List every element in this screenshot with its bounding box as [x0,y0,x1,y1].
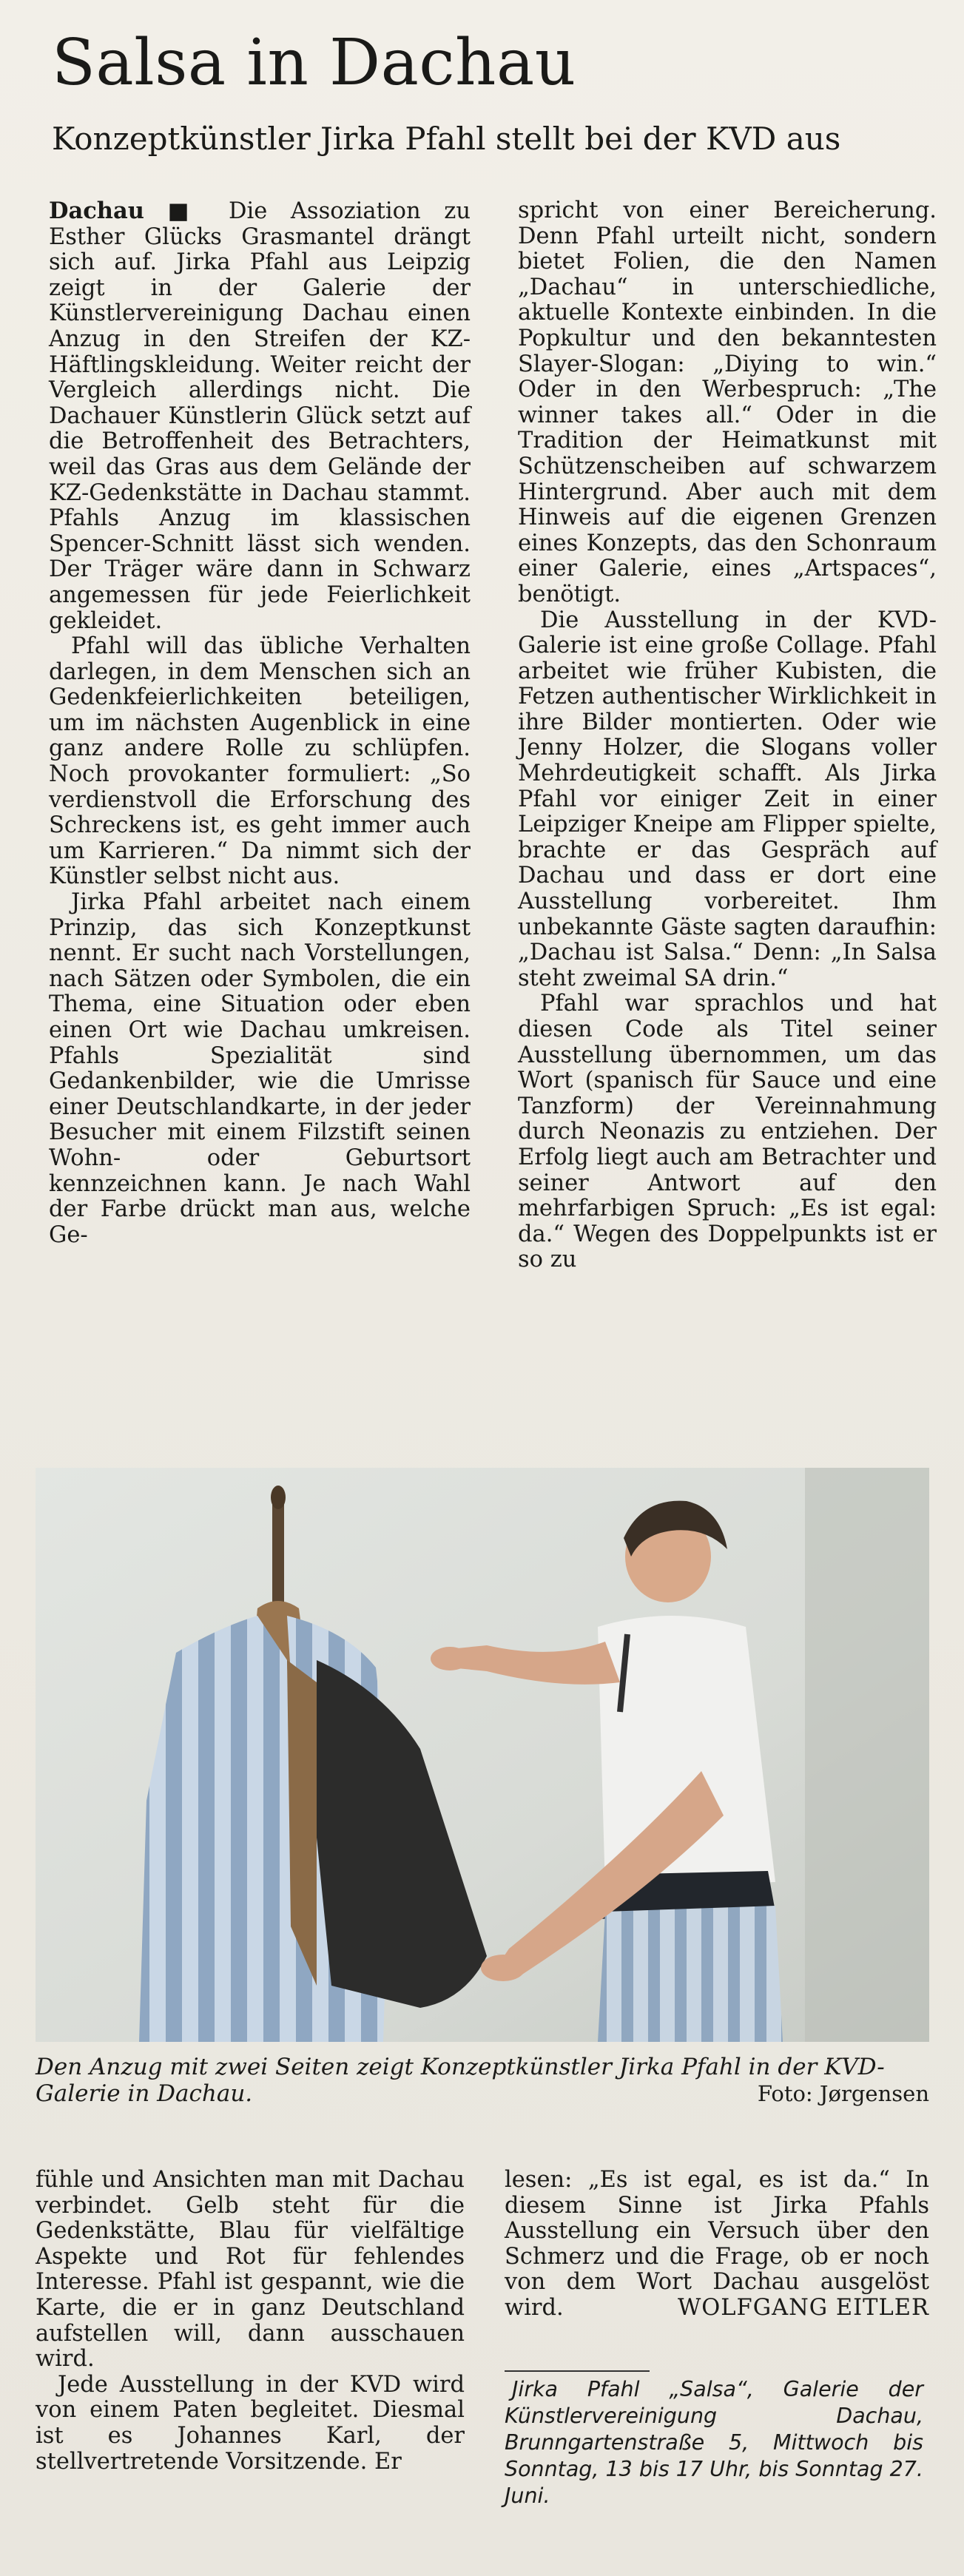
photo-caption: Den Anzug mit zwei Seiten zeigt Konzeptkünstler Jirka Pfahl in der KVD-Galerie in Dachau. [36,2054,885,2107]
author-byline: WOLFGANG EITLER [677,2294,929,2321]
paragraph-text: Die Assoziation zu Esther Glücks Grasmantel drängt sich auf. Jirka Pfahl aus Leipzig zeigt in der Galerie der Künstlervereinigung Dachau einen Anzug in den Streifen der KZ-Häftlingskleidung. Weiter reicht der Vergleich allerdings nicht. Die Dachauer Künstlerin Glück setzt auf die Betroffenheit des Betrachters, weil das Gras aus dem Gelände der KZ-Gedenkstätte in Dachau stammt. Pfahls Anzug im klassischen Spencer-Schnitt lässt sich wenden. Der Träger wäre dann in Schwarz angemessen für jede Feierlichkeit gekleidet. [49,198,471,634]
paragraph: Jirka Pfahl arbeitet nach einem Prinzip, das sich Konzeptkunst nennt. Er sucht nach Vorstellungen, nach Sätzen oder Symbolen, die ein Thema, eine Situation oder eben einen Ort wie Dachau umkreisen. Pfahls Spezialität sind Gedankenbilder, wie die Umrisse einer Deutschlandkarte, in der jeder Besucher mit einem Filzstift seinen Wohn- oder Geburtsort kennzeichnen kann. Je nach Wahl der Farbe drückt man aus, welche Ge- [49,889,471,1248]
paragraph: spricht von einer Bereicherung. Denn Pfahl urteilt nicht, sondern bietet Folien, die den Namen „Dachau“ in unterschiedliche, aktuelle Kontexte einbinden. In die Popkultur und den bekanntesten Slayer-Slogan: „Diying to win.“ Oder in den Werbespruch: „The winner takes all.“ Oder in die Tradition der Heimatkunst mit Schützenscheiben auf schwarzem Hintergrund. Aber auch mit dem Hinweis auf die eigenen Grenzen eines Konzepts, das den Schonraum einer Galerie, eines „Artspaces“, benötigt. [518,198,937,607]
paragraph-text: lesen: „Es ist egal, es ist da.“ In diesem Sinne ist Jirka Pfahls Ausstellung ein Versuch über den Schmerz und die Frage, ob er noch von dem Wort Dachau ausgelöst wird. [505,2167,929,2321]
article-column-3 [36,2168,465,2475]
dateline-square-icon: ■ [167,198,206,224]
paragraph: Jede Ausstellung in der KVD wird von einem Paten begleitet. Diesmal ist es Johannes Karl, der stellvertretende Vorsitzende. Er [36,2371,465,2475]
paragraph: fühle und Ansichten man mit Dachau verbindet. Gelb steht für die Gedenkstätte, Blau für vielfältige Aspekte und Rot für fehlendes Interesse. Pfahl ist gespannt, wie die Karte, die er in ganz Deutschland aufstellen will, dann ausschauen wird. [36,2167,465,2373]
paragraph: Pfahl will das übliche Verhalten darlegen, in dem Menschen sich an Gedenkfeierlichkeiten beteiligen, um im nächsten Augenblick in eine ganz andere Rolle zu schlüpfen. Noch provokanter formuliert: „So verdienstvoll die Erforschung des Schreckens ist, es geht immer auch um Karrieren.“ Da nimmt sich der Künstler selbst nicht aus. [49,633,471,890]
article-headline: Salsa in Dachau [52,26,576,100]
paragraph [505,2168,929,2322]
exhibition-infobox [505,2376,923,2509]
article-column-4 [505,2168,929,2322]
paragraph: Pfahl war sprachlos und hat diesen Code als Titel seiner Ausstellung übernommen, um das Wort (spanisch für Sauce und eine Tanzform) der Vereinnahmung durch Neonazis zu entziehen. Der Erfolg liegt auch am Betrachter und seiner Antwort auf den mehrfarbigen Spruch: „Es ist egal: da.“ Wegen des Doppelpunkts ist er so zu [518,991,937,1273]
paragraph [49,198,471,634]
article-photo [36,1468,929,2042]
infobox-divider [505,2370,650,2372]
photo-credit: Foto: Jørgensen [757,2081,929,2106]
article-column-2 [518,198,937,1273]
infobox-text: Jirka Pfahl „Salsa“, Galerie der Künstlervereinigung Dachau, Brunngartenstraße 5, Mittwoch bis Sonntag, 13 bis 17 Uhr, bis Sonntag 27. Juni. [505,2377,923,2508]
photo-artist-with-suit [36,1468,929,2042]
article-column-1 [49,198,471,1248]
paragraph: Die Ausstellung in der KVD-Galerie ist eine große Collage. Pfahl arbeitet wie früher Kubisten, die Fetzen authentischer Wirklichkeit in ihre Bilder montierten. Oder wie Jenny Holzer, die Slogans voller Mehrdeutigkeit schafft. Als Jirka Pfahl vor einiger Zeit in einer Leipziger Kneipe am Flipper spielte, brachte er das Gespräch auf Dachau und dass er dort eine Ausstellung vorbereitet. Ihm unbekannte Gäste sagten daraufhin: „Dachau ist Salsa.“ Denn: „In Salsa steht zweimal SA drin.“ [518,607,937,991]
article-subheadline: Konzeptkünstler Jirka Pfahl stellt bei der KVD aus [52,121,841,157]
dateline: Dachau [49,198,144,224]
